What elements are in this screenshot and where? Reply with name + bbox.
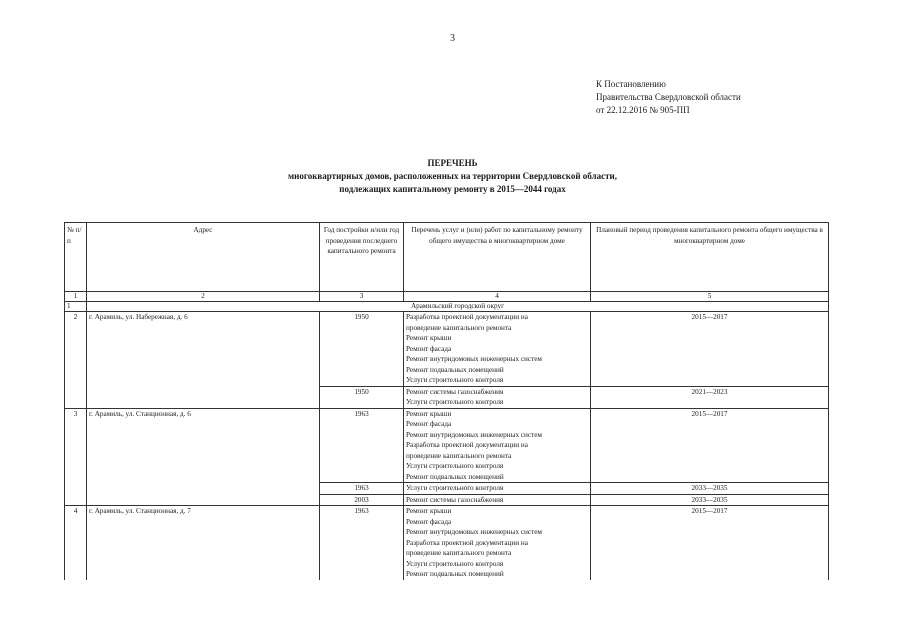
row-period: 2033—2035 [591, 483, 829, 495]
col-number: 1 [65, 292, 87, 302]
service-item: проведение капитального ремонта [406, 323, 512, 332]
service-item: Услуги строительного контроля [406, 376, 504, 384]
header-period: Плановый период проведения капитального ремонта общего имущества в многоквартирном доме [591, 223, 829, 292]
approval-line-1: К Постановлению [596, 79, 666, 89]
row-period: 2033—2035 [591, 494, 829, 506]
row-period: 2015—2017 [591, 408, 829, 483]
approval-block [596, 78, 741, 117]
row-year: 1963 [320, 506, 404, 580]
header-services: Перечень услуг и (или) работ по капитальному ремонту общего имущества в многоквартирном доме [404, 223, 591, 292]
row-year: 1963 [320, 483, 404, 495]
col-number: 4 [404, 292, 591, 302]
title-line-2: многоквартирных домов, расположенных на территории Свердловской области, [288, 171, 617, 181]
row-year: 1950 [320, 312, 404, 387]
table-row [65, 312, 829, 387]
row-period: 2015—2017 [591, 506, 829, 580]
service-item: проведение капитального ремонта [406, 451, 512, 460]
page-number: 3 [450, 33, 455, 44]
col-number: 5 [591, 292, 829, 302]
service-item: Ремонт подвальных помещений [406, 365, 504, 374]
row-address: г. Арамиль, ул. Станционная, д. 7 [87, 506, 320, 580]
title-line-3: подлежащих капитальному ремонту в 2015—2044 годах [339, 184, 566, 194]
col-number: 2 [87, 292, 320, 302]
col-number: 3 [320, 292, 404, 302]
service-item: Разработка проектной документации на [406, 313, 528, 321]
service-item: Ремонт внутридомовых инженерных систем [406, 430, 542, 439]
header-address: Адрес [87, 223, 320, 292]
row-number: 2 [65, 312, 87, 409]
service-item: Услуги строительного контроля [406, 484, 504, 492]
row-period: 2021—2023 [591, 386, 829, 408]
row-period: 2015—2017 [591, 312, 829, 387]
table-body [65, 312, 829, 580]
row-year: 1950 [320, 386, 404, 408]
service-item: Услуги строительного контроля [406, 462, 504, 470]
service-item: Ремонт подвальных помещений [406, 472, 504, 481]
header-num: № п/п [65, 223, 87, 292]
header-row [65, 223, 829, 292]
column-number-row [65, 292, 829, 302]
housing-list-table [64, 222, 829, 580]
row-services [404, 408, 591, 483]
service-item: Ремонт крыши [406, 334, 452, 342]
service-item: Ремонт системы газоснабжения [406, 387, 504, 396]
service-item: Ремонт подвальных помещений [406, 570, 504, 578]
row-services [404, 494, 591, 506]
service-item: Ремонт фасада [406, 344, 452, 353]
service-item: Услуги строительного контроля [406, 398, 504, 406]
row-services [404, 386, 591, 408]
table-row [65, 506, 829, 580]
title-line-1: ПЕРЕЧЕНЬ [427, 158, 478, 168]
service-item: Ремонт крыши [406, 507, 452, 515]
row-address: г. Арамиль, ул. Набережная, д. 6 [87, 312, 320, 409]
approval-line-3: от 22.12.2016 № 905-ПП [596, 105, 690, 115]
region-num: 1 [65, 302, 87, 312]
row-services [404, 312, 591, 387]
service-item: проведение капитального ремонта [406, 549, 512, 557]
service-item: Ремонт фасада [406, 517, 452, 526]
approval-line-2: Правительства Свердловской области [596, 92, 741, 102]
service-item: Разработка проектной документации на [406, 538, 528, 547]
service-item: Ремонт системы газоснабжения [406, 495, 504, 504]
service-item: Услуги строительного контроля [406, 559, 504, 568]
service-item: Ремонт фасада [406, 420, 452, 428]
row-services [404, 506, 591, 580]
region-name: Арамильский городской округ [87, 302, 829, 312]
service-item: Ремонт внутридомовых инженерных систем [406, 355, 542, 363]
row-number: 3 [65, 408, 87, 506]
service-item: Ремонт крыши [406, 409, 452, 418]
table-row [65, 408, 829, 483]
service-item: Ремонт внутридомовых инженерных систем [406, 528, 542, 536]
service-item: Разработка проектной документации на [406, 441, 528, 449]
document-title [0, 157, 905, 196]
header-year: Год постройки и/или год проведения последнего капитального ремонта [320, 223, 404, 292]
row-services [404, 483, 591, 495]
region-row [65, 302, 829, 312]
row-number: 4 [65, 506, 87, 580]
row-address: г. Арамиль, ул. Станционная, д. 6 [87, 408, 320, 506]
row-year: 1963 [320, 408, 404, 483]
row-year: 2003 [320, 494, 404, 506]
